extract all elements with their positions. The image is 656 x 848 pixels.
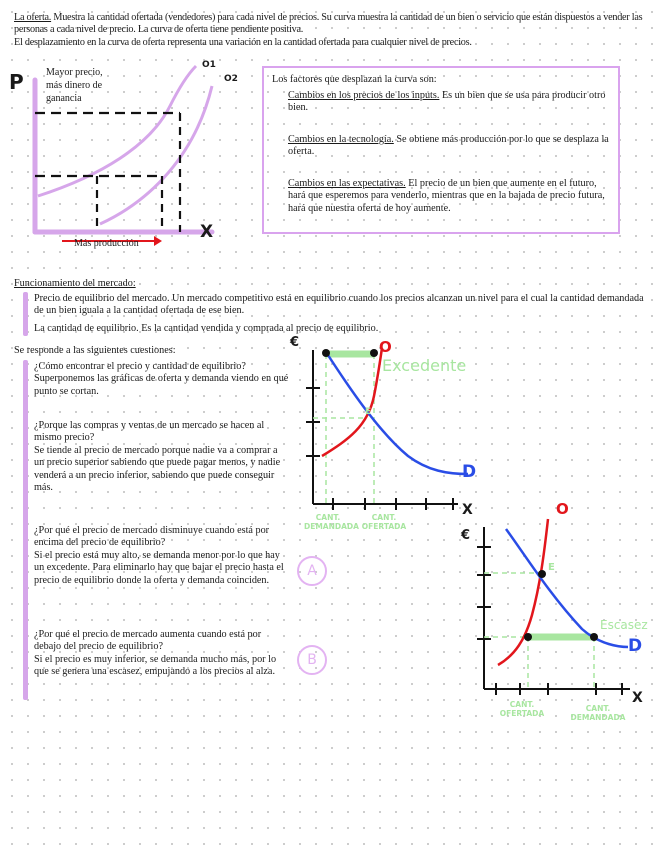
desplazamiento-text: El desplazamiento en la curva de oferta representa una variación en la cantidad ofertada para cualquier nivel de precios. xyxy=(14,36,472,48)
note-line: Mayor precio, xyxy=(46,67,103,78)
questions-bar xyxy=(23,360,28,700)
chart-b-point-eq xyxy=(538,570,546,578)
chart-a-supply-curve xyxy=(322,348,382,456)
chart-a-d-label: D xyxy=(462,462,477,482)
chart-b-e-label: E xyxy=(548,562,555,573)
more-production-label: Más producción xyxy=(74,238,139,249)
arrow-head xyxy=(154,236,162,246)
chart-a-y-label: € xyxy=(290,335,300,350)
factor-term: Cambios en los precios de los inputs. xyxy=(288,90,440,101)
circle-label-b: B xyxy=(297,645,327,675)
chart-b-o-label: O xyxy=(556,500,569,518)
factor-item xyxy=(288,90,610,115)
chart-b-cant-demandada: CANT. DEMANDADA xyxy=(570,704,626,722)
factors-title: Los factores que desplazan la curva son: xyxy=(272,74,437,85)
question: ¿Por qué el precio de mercado disminuye cuando está por encima del precio de equilibrio? xyxy=(34,525,270,549)
note-line: ganancia xyxy=(46,93,82,104)
qa-block xyxy=(34,629,290,679)
answer: Superponemos las gráficas de oferta y demanda viendo en qué punto se cortan. xyxy=(34,373,289,397)
o1-label: O1 xyxy=(202,60,216,70)
chart-a-o-label: O xyxy=(379,338,392,356)
questions-intro: Se responde a las siguientes cuestiones: xyxy=(14,345,176,356)
oferta-text: Muestra la cantidad ofertada (vendedores) para cada nivel de precios. Su curva muestra la cantidad de un bien o servicio que están dispuestos a vender las personas a cada nivel de precio. La curva de oferta tiene pendiente positiva. xyxy=(14,12,643,36)
intro-section xyxy=(14,12,644,49)
oferta-term: La oferta. xyxy=(14,12,52,23)
factor-item xyxy=(288,178,610,215)
answer: Si el precio está muy alto, se demanda menor por lo que hay un excedente. Para eliminarlo hay que bajar el precio hasta el precio de equilibrio donde la oferta y demanda coinciden. xyxy=(34,549,284,586)
chart-a-point-supply xyxy=(370,349,378,357)
chart-a-x-label: X xyxy=(462,502,473,518)
circle-label-a: A xyxy=(297,556,327,586)
market-bullet: Precio de equilibrio del mercado. Un mercado competitivo está en equilibrio cuando los precios alcanzan un nivel para el cual la cantidad demandada de un bien iguala a la cantidad ofertada de ese bien. xyxy=(34,293,644,317)
question: ¿Porque las compras y ventas de un mercado se hacen al mismo precio? xyxy=(34,420,265,444)
question: ¿Cómo encontrar el precio y cantidad de equilibrio? xyxy=(34,361,246,372)
qa-block xyxy=(34,525,290,587)
qa-block xyxy=(34,420,290,494)
supply-curve-o2 xyxy=(100,86,212,224)
chart-b-point-supply xyxy=(524,633,532,641)
factor-text: Se obtiene más producción por lo que se desplaza la oferta. xyxy=(288,134,609,158)
chart-a-ticks xyxy=(306,388,453,510)
p-axis-label: P xyxy=(9,70,24,94)
chart-b-cant-ofertada: CANT. OFERTADA xyxy=(499,700,545,718)
answer: Si el precio es muy inferior, se demanda mucho más, por lo que se genera una escasez, empujando a los precios al alza. xyxy=(34,653,277,678)
factor-text: Es un bien que se usa para producir otro bien. xyxy=(288,90,606,114)
market-bar xyxy=(23,292,28,336)
supply-shift-chart xyxy=(0,56,262,256)
chart-a-cant-ofertada: CANT. OFERTADA xyxy=(361,513,407,531)
chart-b-escasez-label: Escasez xyxy=(600,618,648,632)
chart-b-point-demand xyxy=(590,633,598,641)
chart-b-y-label: € xyxy=(461,528,471,543)
market-heading: Funcionamiento del mercado: xyxy=(14,278,136,289)
answer: Se tiende al precio de mercado porque nadie va a comprar a un precio superior sabiendo que puede pagar menos, y nadie venderá a un precio inferior, sabiendo que puede conseguir más. xyxy=(34,444,281,494)
chart-a-e-label: E xyxy=(365,407,372,417)
note-line: más dinero de xyxy=(46,80,103,91)
o2-label: O2 xyxy=(224,74,238,84)
chart-b-x-label: X xyxy=(632,690,643,706)
factor-text: El precio de un bien que aumente en el futuro, hará que esperemos para venderlo, mientras que en la bajada de precio futura, hará que nuestra oferta de hoy aumente. xyxy=(288,178,605,214)
chart-a-point-demand xyxy=(322,349,330,357)
chart-a-cant-demandada: CANT. DEMANDADA xyxy=(304,513,359,531)
oferta-definition xyxy=(14,12,644,37)
factor-item xyxy=(288,134,610,159)
chart-a-excedente-label: Excedente xyxy=(382,356,467,375)
market-bullet: La cantidad de equilibrio. Es la cantidad vendida y comprada al precio de equilibrio. xyxy=(34,323,379,334)
qa-block xyxy=(34,361,290,398)
x-axis-label: X xyxy=(200,222,214,242)
chart-b-shortage xyxy=(470,515,656,705)
factor-term: Cambios en la tecnología. xyxy=(288,134,394,145)
chart-b-d-label: D xyxy=(628,636,643,656)
high-price-note xyxy=(46,66,103,105)
factors-box xyxy=(262,66,620,234)
question: ¿Por qué el precio de mercado aumenta cuando está por debajo del precio de equilibrio? xyxy=(34,629,262,653)
factor-term: Cambios en las expectativas. xyxy=(288,178,406,189)
chart-b-supply-curve xyxy=(498,519,548,665)
